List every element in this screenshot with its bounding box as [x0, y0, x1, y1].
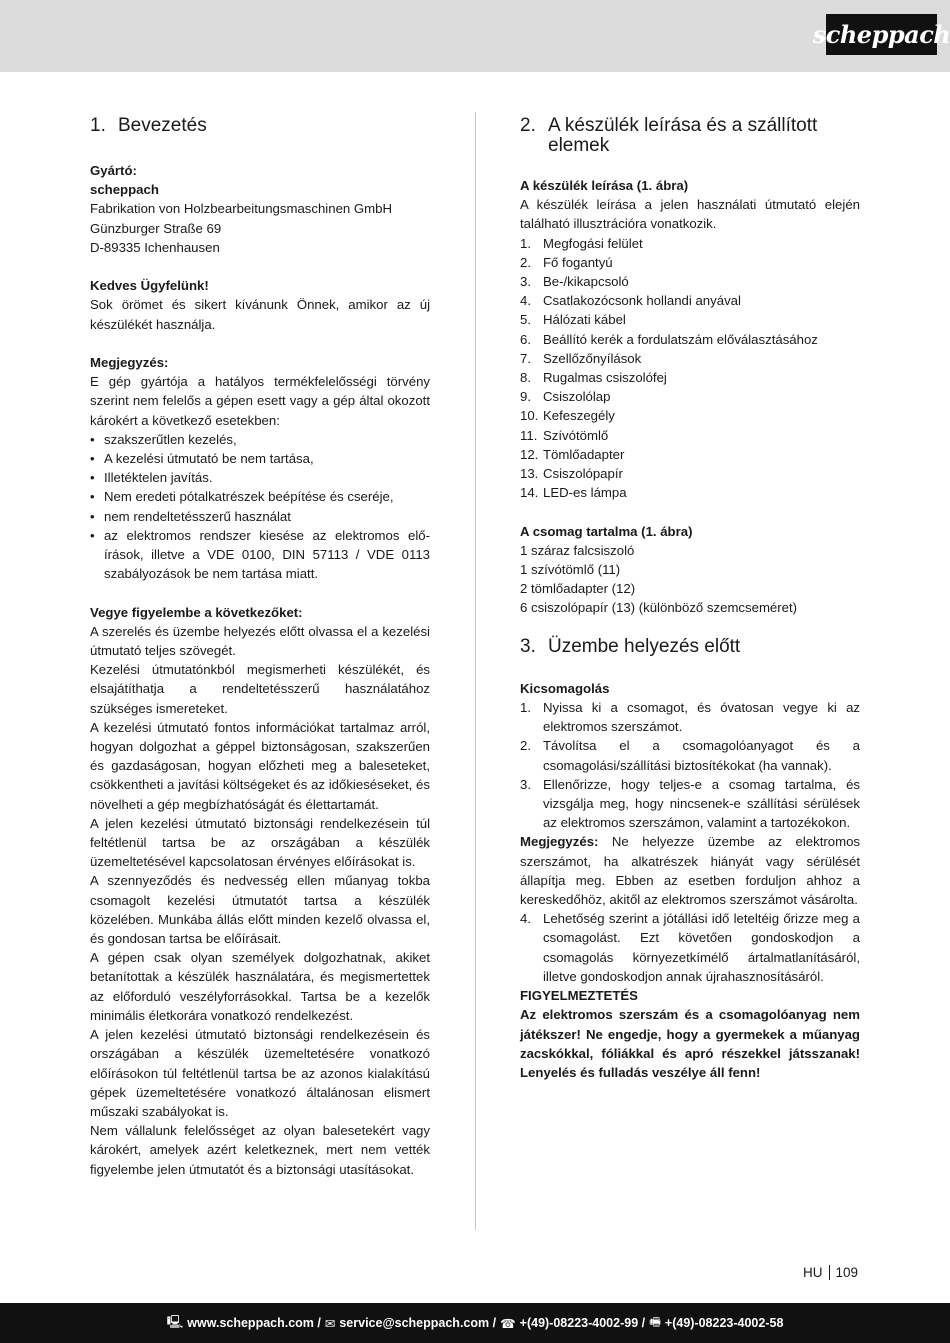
liability-list — [90, 430, 430, 584]
greeting-block — [90, 276, 430, 334]
right-column — [520, 110, 860, 1082]
footer-email[interactable]: service@scheppach.com / — [339, 1316, 497, 1330]
list-item: 5. Hálózati kábel — [520, 312, 626, 328]
contents-line: 6 csiszolópapír (13) (különböző szemcseméret) — [520, 600, 798, 616]
paragraph: A jelen kezelési útmutató biztonsági rendelkezésein és országában a készülék üzemeltetésére vonatkozó előírásokon túl feltétlenül tartsa be az azonos kialakítású gépek üzemeltetésére vonatkozó általánosan elismert műszaki szabályokat is. — [90, 1027, 430, 1119]
list-item: 9. Csiszolólap — [520, 389, 611, 405]
list-item: 14. LED-es lámpa — [520, 485, 627, 501]
section-2-number: 2. — [520, 115, 536, 136]
scheppach-logo: scheppach — [826, 14, 937, 55]
manufacturer-block — [90, 161, 430, 257]
list-item: • Nem eredeti pótalkatrészek beépítése és cseréje, — [90, 487, 430, 506]
phone-icon: ☎ — [500, 1316, 516, 1331]
parts-list — [520, 234, 860, 503]
description-block — [520, 176, 860, 502]
contents-label: A csomag tartalma (1. ábra) — [520, 523, 693, 539]
section-1-title: Bevezetés — [118, 115, 207, 136]
greeting-label: Kedves Ügyfelünk! — [90, 278, 209, 294]
list-item: • nem rendeltetésszerű használat — [90, 507, 430, 526]
description-label: A készülék leírása (1. ábra) — [520, 178, 689, 193]
consider-block — [90, 603, 430, 1179]
section-1-number: 1. — [90, 115, 106, 136]
section-2-title: A készülék leírása és a szállított elemek — [548, 115, 818, 156]
page-number-value: 109 — [835, 1265, 859, 1280]
list-item: 3. Ellenőrizze, hogy teljes-e a csomag tartalma, és vizsgálja meg, hogy nincsenek-e szállítási sérülések az elektromos szerszámon, valamint a tartozékokon. — [520, 776, 860, 831]
unpacking-steps — [520, 698, 860, 832]
paragraph: Nem vállalunk felelősséget az olyan balesetekért vagy károkért, amelyek azért keletkeznek, mert nem vették figyelembe jelen útmutatót és a biztonsági utasításokat. — [90, 1123, 430, 1177]
manufacturer-label: Gyártó: — [90, 163, 137, 178]
page-separator — [829, 1265, 830, 1280]
left-column — [90, 110, 430, 1179]
section-3-title: Üzembe helyezés előtt — [548, 635, 741, 657]
list-item: 8. Rugalmas csiszolófej — [520, 370, 667, 386]
list-item: • az elektromos rendszer kiesése az elektromos előírások, illetve a VDE 0100, DIN 57113 / VDE 0113 szabályozások be nem tartása miatt. — [90, 526, 430, 584]
package-contents-block — [520, 522, 860, 618]
list-item: 4. Csatlakozócsonk hollandi anyával — [520, 293, 741, 309]
email-icon: ✉ — [324, 1316, 336, 1331]
paragraph: A szerelés és üzembe helyezés előtt olvassa el a kezelési útmutató teljes szövegét. — [90, 623, 430, 659]
list-item: 13. Csiszolópapír — [520, 466, 623, 482]
list-item: 12. Tömlőadapter — [520, 446, 625, 462]
section-3-number: 3. — [520, 635, 536, 657]
manufacturer-name: scheppach — [90, 182, 159, 198]
paragraph: Kezelési útmutatónkból megismerheti készülékét, és elsajátíthatja a rendeltetésszerű használatához szükséges ismereteket. — [90, 662, 430, 716]
list-item: 1. Nyissa ki a csomagot, és óvatosan vegye ki az elektromos szerszámot. — [520, 700, 860, 735]
footer-fax: +(49)-08223-4002-58 — [664, 1316, 784, 1330]
unpacking-block — [520, 679, 860, 1082]
section-2-heading — [520, 116, 860, 156]
section-3-heading — [520, 637, 860, 657]
consider-label: Vegye figyelembe a következőket: — [90, 604, 303, 620]
list-item: 3. Be-/kikapcsoló — [520, 274, 629, 290]
language-code: HU — [803, 1265, 823, 1280]
paragraph: A kezelési útmutató fontos információkat tartalmaz arról, hogyan dolgozhat a géppel biztonságosan, szakszerűen és gazdaságosan, hogyan előzheti meg a baleseteket, csökkentheti a javítási költségeket és az időkieséseket, és növelheti a gép megbízhatóságát és élettartamát. — [90, 719, 430, 812]
note-label: Megjegyzés: — [90, 355, 169, 370]
list-item: 6. Beállító kerék a fordulatszám előválasztásához — [520, 331, 818, 347]
contents-line: 2 tömlőadapter (12) — [520, 581, 636, 597]
list-item: 4. Lehetőség szerint a jótállási idő leteltéig őrizze meg a csomagolást. Ezt követően gondoskodjon a csomagolás környezetkímélő ártalmatlanításáról, illetve gondoskodjon annak újrahasznosításáról. — [520, 911, 860, 984]
paragraph: A jelen kezelési útmutató biztonsági rendelkezésein túl feltétlenül tartsa be az országában a készülék üzemeltetésével kapcsolatosan érvényes előírásokat is. — [90, 815, 430, 870]
note-block — [90, 353, 430, 583]
page-number — [803, 1265, 858, 1280]
manufacturer-line: Günzburger Straße 69 — [90, 220, 222, 236]
manufacturer-line: Fabrikation von Holzbearbeitungsmaschinen GmbH — [90, 201, 392, 217]
unpacking-step-4 — [520, 909, 860, 986]
computer-icon: 🖳 — [166, 1314, 184, 1329]
footer-web[interactable]: www.scheppach.com / — [187, 1316, 321, 1330]
footer-phone: +(49)-08223-4002-99 / — [519, 1316, 646, 1330]
column-divider — [475, 112, 476, 1230]
top-bar — [0, 0, 950, 72]
contents-line: 1 száraz falcsiszoló — [520, 542, 635, 558]
note-text: E gép gyártója a hatályos termékfelelősségi törvény szerint nem felelős a gépen esett vagy a gép által okozott károkért a következő esetekben: — [90, 374, 430, 428]
list-item: • szakszerűtlen kezelés, — [90, 430, 430, 449]
greeting-text: Sok örömet és sikert kívánunk Önnek, amikor az új készülékét használja. — [90, 297, 430, 332]
fax-icon: 🖷 — [649, 1314, 661, 1329]
description-text: A készülék leírása a jelen használati útmutató elején található illusztrációra vonatkozik. — [520, 197, 860, 232]
footer-bar — [0, 1303, 950, 1343]
list-item: • Illetéktelen javítás. — [90, 468, 430, 487]
list-item: 1. Megfogási felület — [520, 235, 643, 251]
paragraph: A szennyeződés és nedvesség ellen műanyag tokba csomagolt kezelési útmutatót tartsa a készülék közelében. Munkába állás előtt minden kezelő olvassa el, és gondosan tartsa be előírásait. — [90, 873, 430, 947]
list-item: 2. Távolítsa el a csomagolóanyagot és a csomagolási/szállítási biztosítékokat (ha vannak). — [520, 738, 860, 773]
manufacturer-line: D-89335 Ichenhausen — [90, 239, 220, 255]
paragraph: A gépen csak olyan személyek dolgozhatnak, akiket betanítottak a készülék használatára, és megismertettek az előforduló veszélyforrásokkal. Tartsa be a kezelők minimális életkorára vonatkozó rendelkezést. — [90, 950, 430, 1023]
contents-line: 1 szívótömlő (11) — [520, 562, 621, 578]
list-item: • A kezelési útmutató be nem tartása, — [90, 449, 430, 468]
list-item: 10. Kefeszegély — [520, 408, 615, 424]
warning-label: FIGYELMEZTETÉS — [520, 988, 638, 1004]
list-item: 11. Szívótömlő — [520, 427, 609, 443]
list-item: 2. Fő fogantyú — [520, 254, 613, 270]
unpacking-label: Kicsomagolás — [520, 680, 610, 696]
unpacking-note: Megjegyzés: Ne helyezze üzembe az elektromos szerszámot, ha alkatrészek hiányát vagy sérülését állapítja meg. Ebben az esetben forduljon ahhoz a kereskedőhöz, akitől az elektromos szerszámot vásárolta. — [520, 834, 860, 908]
warning-text: Az elektromos szerszám és a csomagolóanyag nem játékszer! Ne engedje, hogy a gyermekek a műanyag zacskókkal, fóliákkal és apró részekkel játsszanak! Lenyelés és fulladás veszélye áll fenn! — [520, 1007, 860, 1080]
section-1-heading — [90, 116, 430, 136]
list-item: 7. Szellőzőnyílások — [520, 350, 642, 366]
